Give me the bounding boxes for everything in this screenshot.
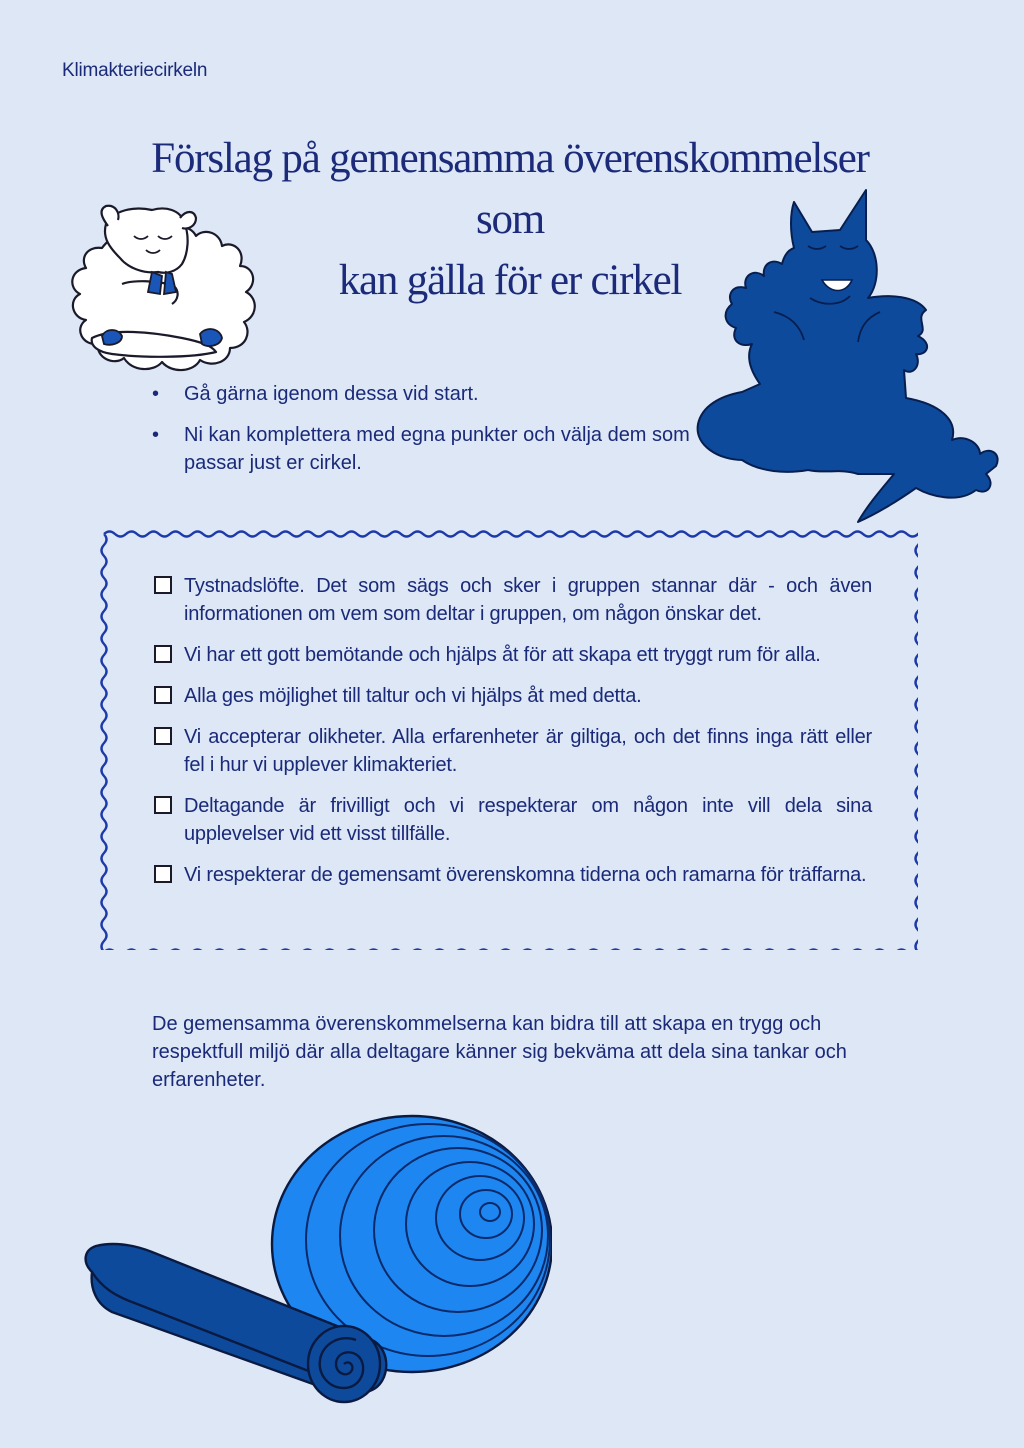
exercise-ball-and-mat-illustration — [72, 1112, 552, 1412]
checklist-item-text: Tystnadslöfte. Det som sägs och sker i gruppen stannar där - och även informationen om vem som deltar i gruppen, om någon önskar det. — [184, 575, 872, 625]
checklist-item-text: Alla ges möjlighet till taltur och vi hjälps åt med detta. — [184, 685, 642, 707]
checklist-item — [152, 792, 872, 848]
closing-paragraph: De gemensamma överenskommelserna kan bidra till att skapa en trygg och respektfull miljö där alla deltagare känner sig bekväma att dela sina tankar och erfarenheter. — [152, 1013, 847, 1091]
checkbox[interactable] — [154, 645, 172, 663]
tip-text: Gå gärna igenom dessa vid start. — [184, 383, 479, 405]
wolf-illustration — [690, 184, 1010, 530]
tip-text: Ni kan komplettera med egna punkter och välja dem som passar just er cirkel. — [184, 424, 690, 474]
checklist-item-text: Vi har ett gott bemötande och hjälps åt för att skapa ett tryggt rum för alla. — [184, 644, 821, 666]
checkbox[interactable] — [154, 576, 172, 594]
checklist-item-text: Vi accepterar olikheter. Alla erfarenheter är giltiga, och det finns inga rätt eller fel i hur vi upplever klimakteriet. — [184, 726, 872, 776]
bullet: • — [152, 424, 160, 446]
checkbox[interactable] — [154, 796, 172, 814]
checkbox[interactable] — [154, 727, 172, 745]
title-line-2: kan gälla för er cirkel — [338, 257, 682, 304]
tip-item — [152, 380, 712, 408]
checklist-item — [152, 682, 872, 710]
bullet: • — [152, 383, 160, 405]
checklist-item — [152, 861, 872, 889]
tip-item — [152, 421, 712, 477]
agreements-checklist — [152, 572, 872, 902]
checklist-item — [152, 723, 872, 779]
checkbox[interactable] — [154, 686, 172, 704]
tips-list — [152, 380, 712, 490]
checklist-item — [152, 641, 872, 669]
checkbox[interactable] — [154, 865, 172, 883]
title-line-1: Förslag på gemensamma överenskommelser som — [151, 135, 869, 243]
checklist-item-text: Vi respekterar de gemensamt överenskomna tiderna och ramarna för träffarna. — [184, 864, 867, 886]
header-label: Klimakteriecirkeln — [62, 60, 208, 81]
checklist-item — [152, 572, 872, 628]
checklist-item-text: Deltagande är frivilligt och vi respekterar om någon inte vill dela sina upplevelser vid ett visst tillfälle. — [184, 795, 872, 845]
sheep-illustration — [62, 188, 262, 380]
